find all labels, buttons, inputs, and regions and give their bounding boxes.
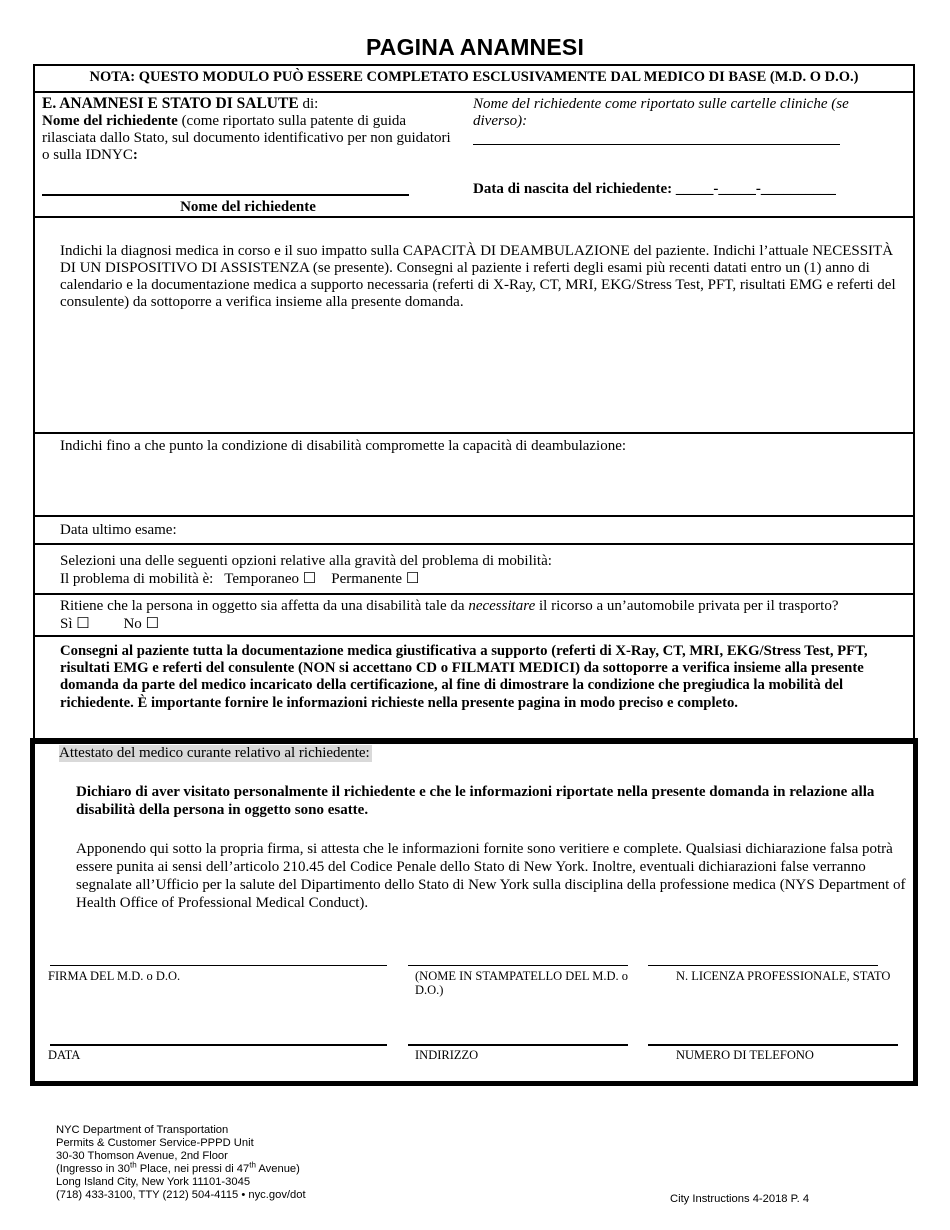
note-banner: NOTA: QUESTO MODULO PUÒ ESSERE COMPLETATO ESCLUSIVAMENTE DAL MEDICO DI BASE (M.D. O D.O.)	[89, 69, 859, 85]
divider	[33, 216, 915, 218]
temporary-checkbox[interactable]: ☐	[302, 571, 317, 587]
page-title: PAGINA ANAMNESI	[365, 34, 585, 60]
permanent-checkbox[interactable]: ☐	[405, 571, 420, 587]
divider	[33, 635, 915, 637]
attestation-legal-text: Apponendo qui sotto la propria firma, si attesta che le informazioni fornite sono veritiere e complete. Qualsiasi dichiarazione falsa potrà essere punita ai sensi dell’articolo 210.45 del Codice Penale dello Stato di New York. Inoltre, eventuali dichiarazioni false verranno segnalate all’Ufficio per la salute del Dipartimento dello Stato di New York sulla disciplina della professione medica (NYS Department of Health Office of Professional Medical Conduct).	[76, 841, 906, 911]
attestation-declaration: Dichiaro di aver visitato personalmente il richiedente e che le informazioni riportate nella presente domanda in relazione alla disabilità della persona in oggetto sono esatte.	[76, 784, 875, 818]
divider	[33, 432, 915, 434]
divider	[33, 543, 915, 545]
date-label: DATA	[48, 1048, 81, 1062]
no-option-label: No	[123, 616, 142, 632]
address-field[interactable]	[408, 1044, 628, 1046]
phone-label: NUMERO DI TELEFONO	[676, 1048, 814, 1062]
yes-checkbox[interactable]: ☐	[76, 616, 90, 632]
temporary-option-label: Temporaneo	[224, 571, 300, 587]
physician-signature-field[interactable]	[50, 965, 387, 966]
signature-label: FIRMA DEL M.D. o D.O.	[48, 969, 181, 983]
applicant-name-caption: Nome del richiedente	[180, 199, 316, 215]
impairment-input-area[interactable]	[35, 458, 913, 513]
footer-contact: (718) 433-3100, TTY (212) 504-4115 • nyc.gov/dot	[56, 1189, 306, 1201]
divider	[33, 593, 915, 595]
section-e-applicant-name-label: E. ANAMNESI E STATO DI SALUTE di: Nome del richiedente (come riportato sulla patente di guida rilasciata dallo Stato, sul documento identificativo per non guidatori o sulla IDNYC:	[42, 95, 451, 163]
divider	[33, 91, 915, 93]
license-label: N. LICENZA PROFESSIONALE, STATO	[676, 969, 891, 983]
address-label: INDIRIZZO	[415, 1048, 479, 1062]
form-code: City Instructions 4-2018 P. 4	[670, 1193, 810, 1205]
footer-address: NYC Department of Transportation Permits & Customer Service-PPPD Unit 30-30 Thomson Avenue, 2nd Floor (Ingresso in 30th Place, nei pressi di 47th Avenue) Long Island City, New York 11101-3045 (718) 433-3100, TTY (212) 504-4115 • nyc.gov/dot	[56, 1124, 476, 1202]
print-name-label: (NOME IN STAMPATELLO DEL M.D. o D.O.)	[415, 969, 629, 997]
divider	[33, 515, 915, 517]
applicant-name-input[interactable]	[42, 194, 409, 196]
private-car-options	[60, 616, 360, 633]
severity-options: Il problema di mobilità è: Temporaneo ☐ Permanente ☐	[60, 571, 420, 587]
no-checkbox[interactable]: ☐	[145, 616, 160, 632]
alt-name-label: Nome del richiedente come riportato sulle cartelle cliniche (se diverso):	[473, 96, 849, 129]
dob-field[interactable]: Data di nascita del richiedente: _____-_____-__________	[473, 181, 836, 197]
date-field[interactable]	[50, 1044, 387, 1046]
diagnosis-instructions: Indichi la diagnosi medica in corso e il suo impatto sulla CAPACITÀ DI DEAMBULAZIONE del paziente. Indichi l’attuale NECESSITÀ DI UN DISPOSITIVO DI ASSISTENZA (se presente). Consegni al paziente i referti degli esami più recenti datati entro un (1) anno di calendario e la documentazione medica a supporto necessaria (referti di X-Ray, CT, MRI, EKG/Stress Test, PFT, risultati EMG e referti del consulente) da sottoporre a verifica insieme alla presente domanda.	[60, 243, 896, 310]
alt-name-input[interactable]	[473, 144, 840, 145]
severity-question: Selezioni una delle seguenti opzioni relative alla gravità del problema di mobilità:	[60, 553, 552, 569]
last-exam-date-field[interactable]: Data ultimo esame:	[60, 522, 177, 538]
license-number-field[interactable]	[648, 965, 878, 966]
attestation-header: Attestato del medico curante relativo al richiedente:	[59, 745, 370, 761]
private-car-question: Ritiene che la persona in oggetto sia affetta da una disabilità tale da necessitare il ricorso a un’automobile privata per il trasporto?	[60, 598, 839, 614]
documentation-instructions: Consegni al paziente tutta la documentazione medica giustificativa a supporto (referti di X-Ray, CT, MRI, EKG/Stress Test, PFT, risultati EMG e referti del consulente (NON si accettano CD o FILMATI MEDICI) da sottoporre a verifica insieme alla presente domanda da parte del medico incaricato della certificazione, al fine di dimostrare la condizione che pregiudica la mobilità del richiedente. È importante fornire le informazioni richieste nella presente pagina in modo preciso e completo.	[60, 643, 868, 711]
yes-option-label: Sì	[60, 616, 73, 632]
permanent-option-label: Permanente	[331, 571, 403, 587]
phone-number-field[interactable]	[648, 1044, 898, 1046]
physician-print-name-field[interactable]	[408, 965, 628, 966]
section-e-heading: E. ANAMNESI E STATO DI SALUTE	[42, 95, 299, 112]
impairment-question: Indichi fino a che punto la condizione di disabilità compromette la capacità di deambulazione:	[60, 438, 627, 454]
diagnosis-input-area[interactable]	[35, 312, 913, 430]
